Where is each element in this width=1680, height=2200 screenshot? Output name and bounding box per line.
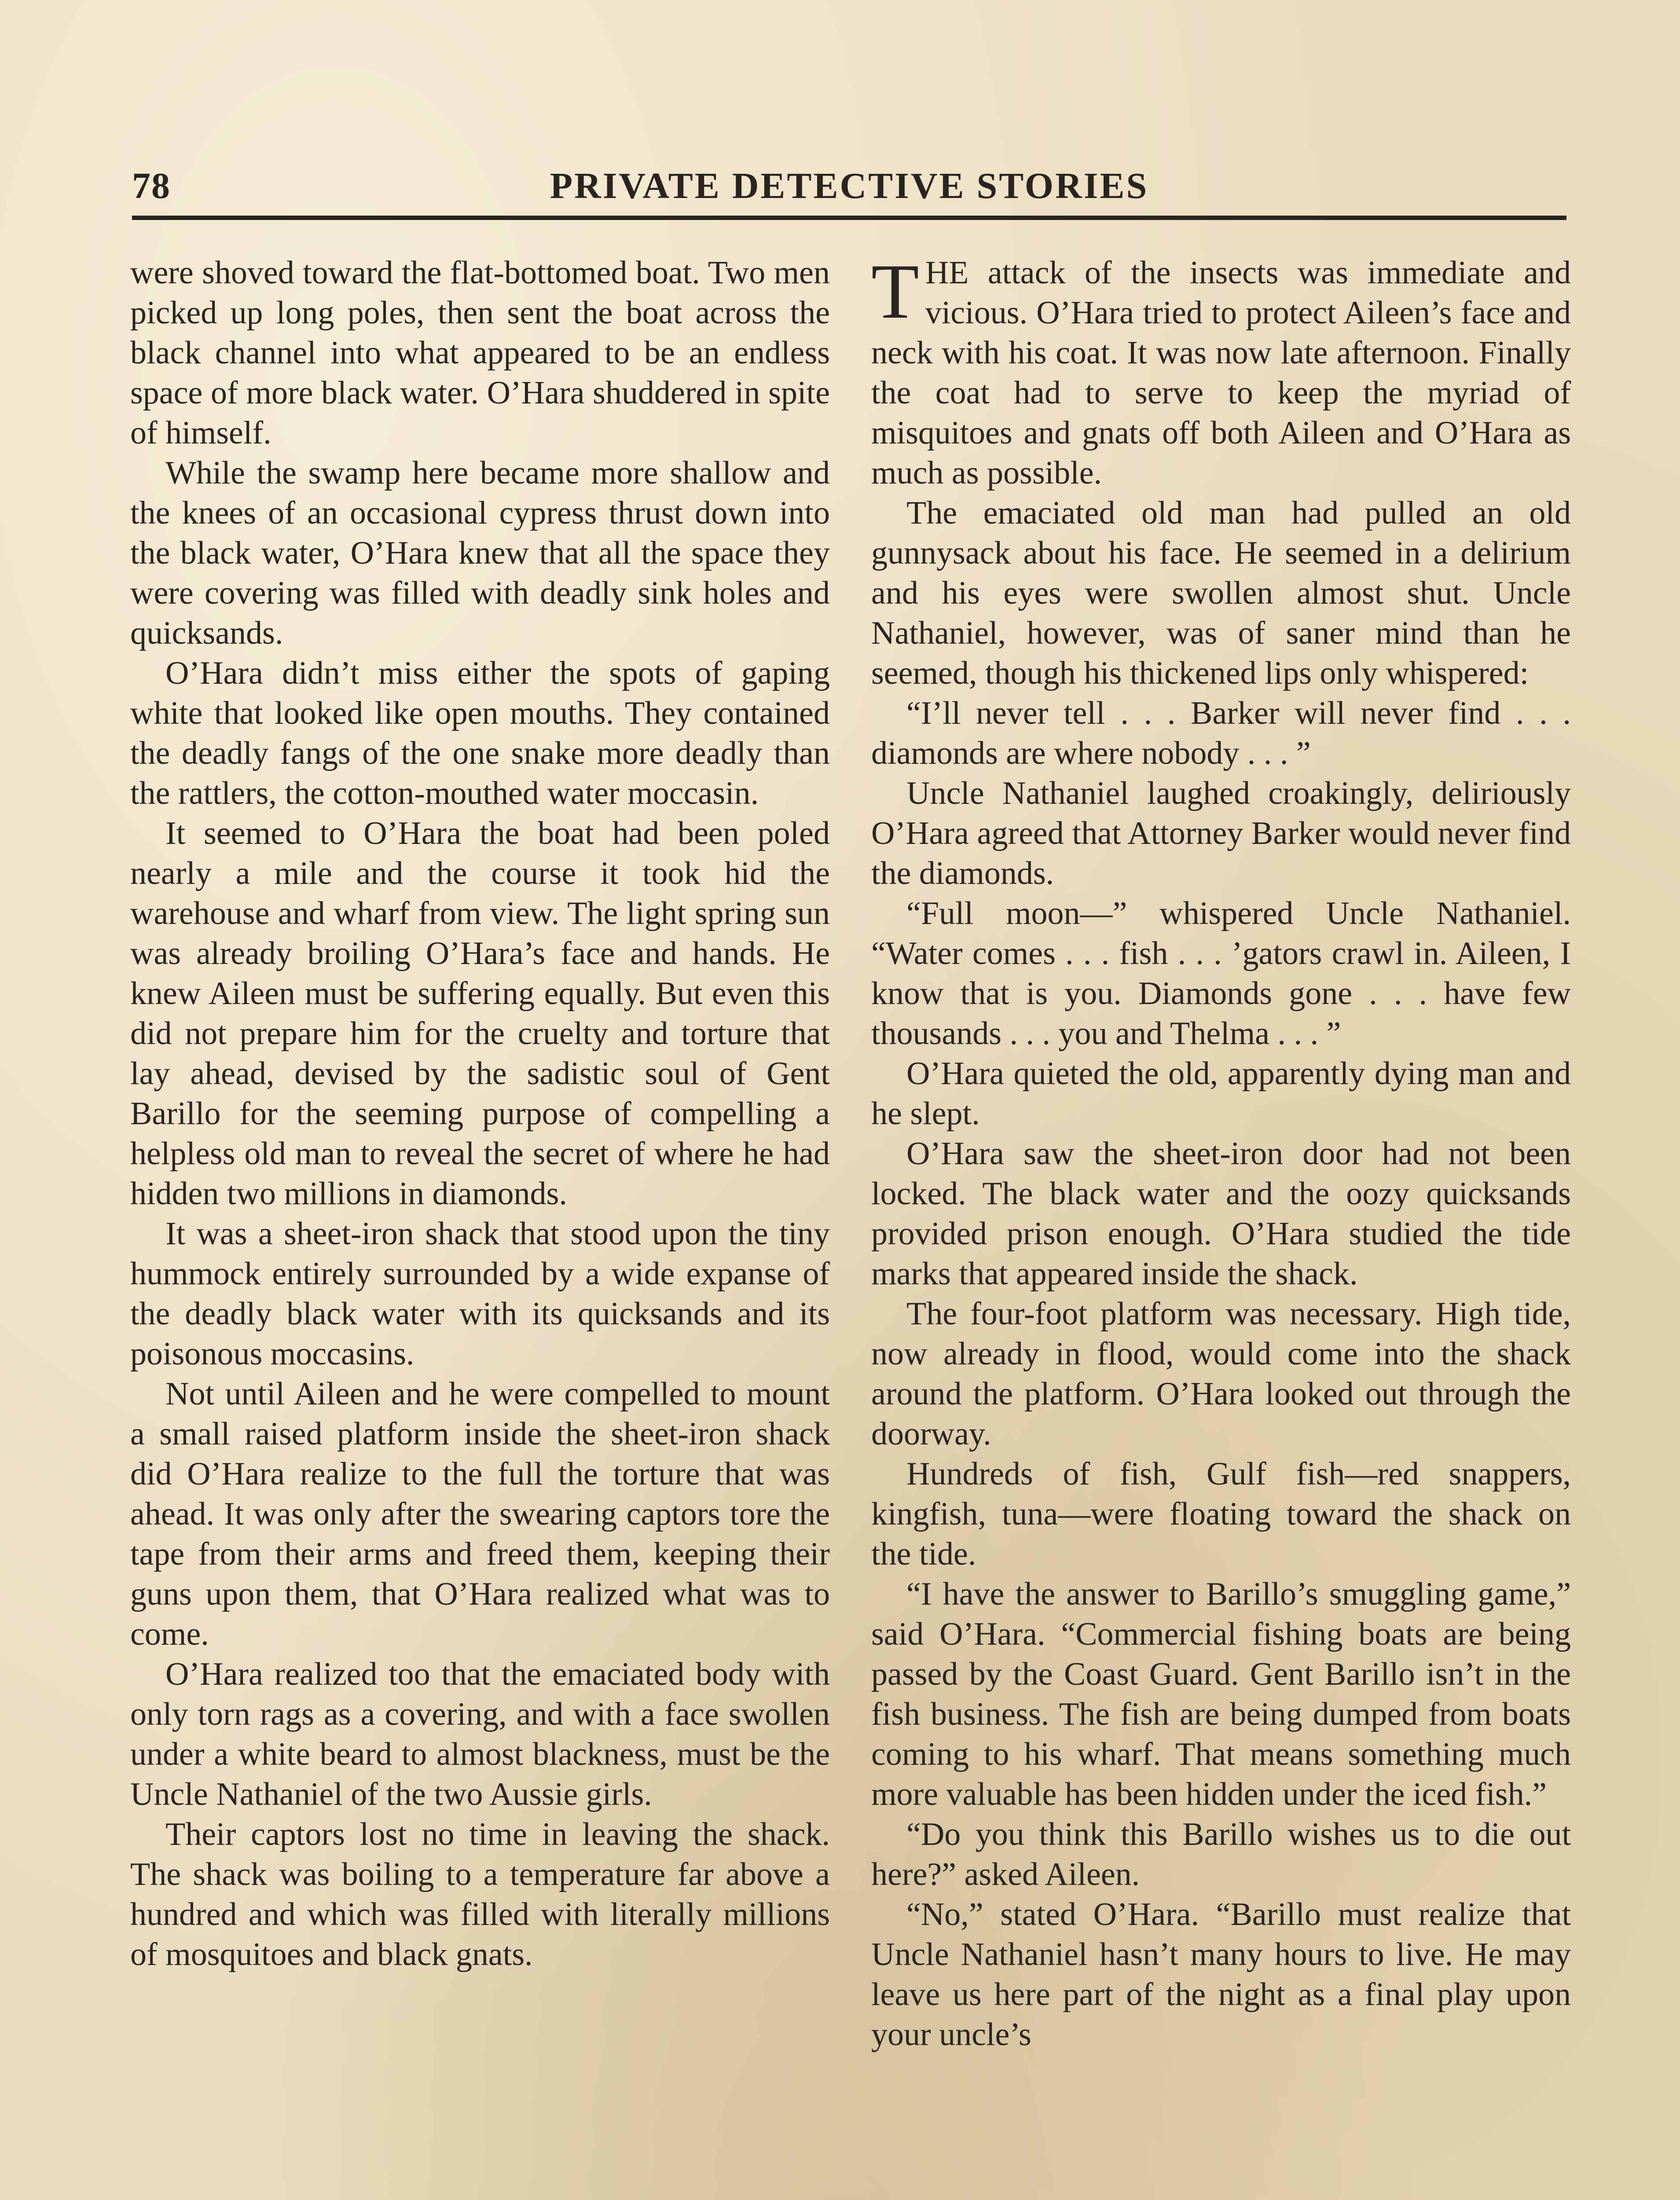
left-column [130,253,830,1975]
running-head [132,158,1566,220]
paragraph: Uncle Nathaniel laughed croakingly, deliriously O’Hara agreed that Attorney Barker would never find the diamonds. [871,775,1571,891]
paragraph: “Full moon—” whispered Uncle Nathaniel. “Water comes . . . fish . . . ’gators crawl in. Aileen, I know that is you. Diamonds gone . . . have few thousands . . . you and Thelma . . . ” [871,895,1571,1052]
right-column [871,248,1571,2055]
paragraph: Not until Aileen and he were compelled to mount a small raised platform inside the sheet-iron shack did O’Hara realize to the full the torture that was ahead. It was only after the swearing captors tore the tape from their arms and freed them, keeping their guns upon them, that O’Hara realized what was to come. [130,1376,830,1652]
paragraph: O’Hara didn’t miss either the spots of gaping white that looked like open mouths. They contained the deadly fangs of the one snake more deadly than the rattlers, the cotton-mouthed water moccasin. [130,655,830,811]
paragraph: O’Hara saw the sheet-iron door had not been locked. The black water and the oozy quicksands provided prison enough. O’Hara studied the tide marks that appeared inside the shack. [871,1136,1571,1292]
paragraph: “I’ll never tell . . . Barker will never find . . . diamonds are where nobody . . . ” [871,695,1571,771]
paragraph: O’Hara realized too that the emaciated body with only torn rags as a covering, and with a face swollen under a white beard to almost blackness, must be the Uncle Nathaniel of the two Aussie girls. [130,1656,830,1812]
paragraph: “I have the answer to Barillo’s smuggling game,” said O’Hara. “Commercial fishing boats are being passed by the Coast Guard. Gent Barillo isn’t in the fish business. The fish are being dumped from boats coming to his wharf. That means something much more valuable has been hidden under the iced fish.” [871,1576,1571,1812]
paragraph: The emaciated old man had pulled an old gunnysack about his face. He seemed in a delirium and his eyes were swollen almost shut. Uncle Nathaniel, however, was of saner mind than he seemed, though his thickened lips only whispered: [871,495,1571,691]
drop-cap: T [871,248,919,335]
paragraph: were shoved toward the flat-bottomed boat. Two men picked up long poles, then sent the boat across the black channel into what appeared to be an endless space of more black water. O’Hara shuddered in spite of himself. [130,255,830,451]
paragraph: “No,” stated O’Hara. “Barillo must realize that Uncle Nathaniel hasn’t many hours to live. He may leave us here part of the night as a final play upon your uncle’s [871,1896,1571,2053]
paragraph: Their captors lost no time in leaving the shack. The shack was boiling to a temperature far above a hundred and which was filled with literally millions of mosquitoes and black gnats. [130,1816,830,1973]
paragraph: Hundreds of fish, Gulf fish—red snappers, kingfish, tuna—were floating toward the shack on the tide. [871,1456,1571,1572]
magazine-title: PRIVATE DETECTIVE STORIES [550,165,1149,206]
paragraph: The four-foot platform was necessary. High tide, now already in flood, would come into the shack around the platform. O’Hara looked out through the doorway. [871,1296,1571,1452]
opening-text: HE attack of the insects was immediate and vicious. O’Hara tried to protect Aileen’s face and neck with his coat. It was now late afternoon. Finally the coat had to serve to keep the myriad of misquitoes and gnats off both Aileen and O’Hara as much as possible. [871,255,1571,491]
page-number: 78 [132,165,171,206]
paragraph: While the swamp here became more shallow and the knees of an occasional cypress thrust down into the black water, O’Hara knew that all the space they were covering was filled with deadly sink holes and quicksands. [130,455,830,651]
paragraph: “Do you think this Barillo wishes us to die out here?” asked Aileen. [871,1816,1571,1892]
paragraph: It was a sheet-iron shack that stood upon the tiny hummock entirely surrounded by a wide expanse of the deadly black water with its quicksands and its poisonous moccasins. [130,1216,830,1372]
paragraph: It seemed to O’Hara the boat had been poled nearly a mile and the course it took hid the warehouse and wharf from view. The light spring sun was already broiling O’Hara’s face and hands. He knew Aileen must be suffering equally. But even this did not prepare him for the cruelty and torture that lay ahead, devised by the sadistic soul of Gent Barillo for the seeming purpose of compelling a helpless old man to reveal the secret of where he had hidden two millions in diamonds. [130,815,830,1212]
paragraph: O’Hara quieted the old, apparently dying man and he slept. [871,1056,1571,1132]
section-opening-paragraph [871,248,1571,493]
